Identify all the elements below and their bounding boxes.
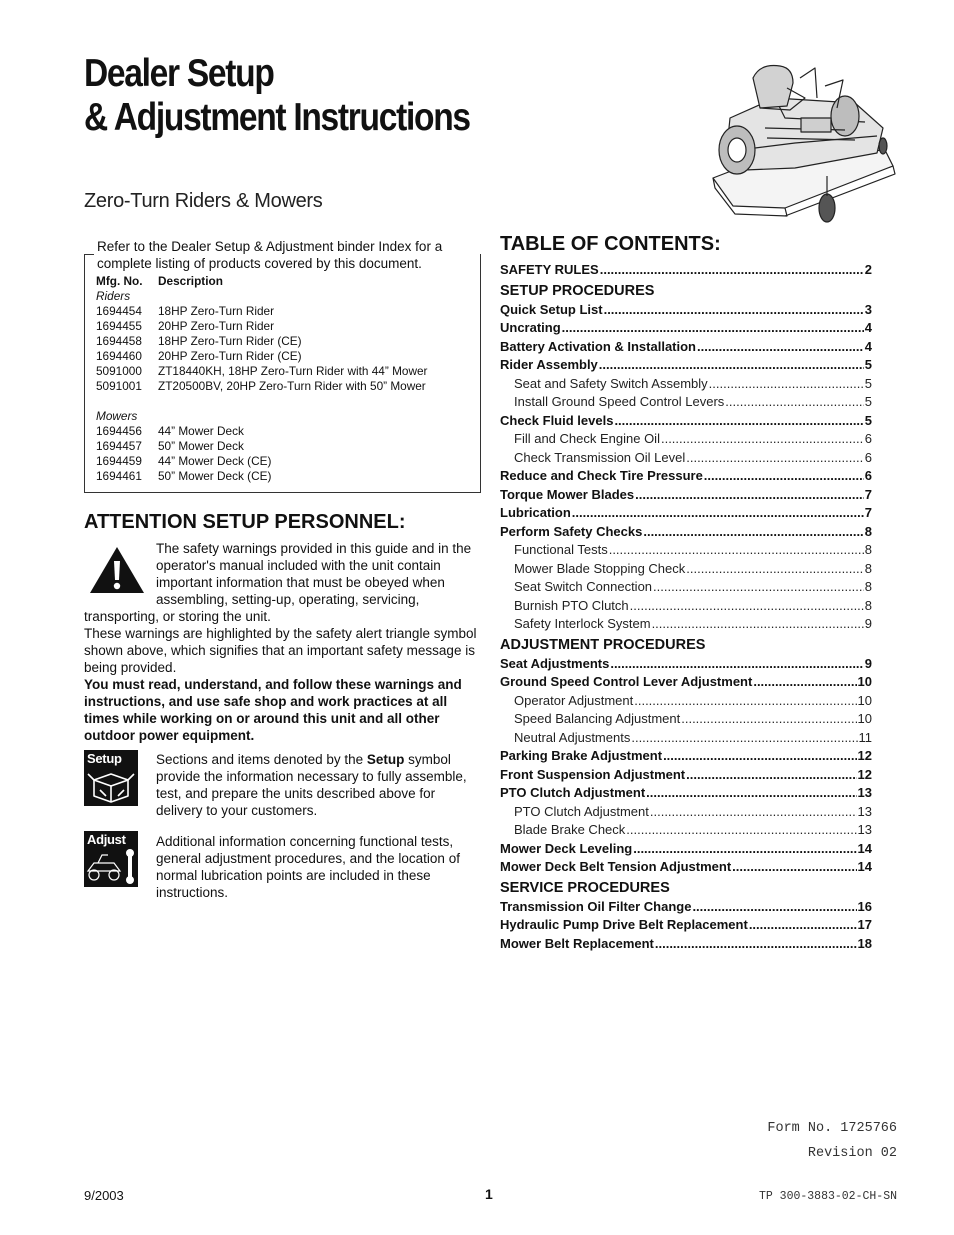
toc-entry-label: Seat Switch Connection <box>514 579 653 594</box>
table-row <box>96 349 427 364</box>
product-description: 18HP Zero-Turn Rider <box>158 304 275 318</box>
adjust-symbol-label: Adjust <box>87 832 126 847</box>
setup-box-icon <box>84 766 138 804</box>
toc-subentry[interactable] <box>500 822 872 841</box>
toc-subentry[interactable] <box>500 579 872 598</box>
table-row <box>96 454 427 469</box>
toc-leader-dots <box>633 841 856 856</box>
toc-leader-dots <box>634 693 856 708</box>
toc-page-number: 10 <box>857 711 872 726</box>
toc-leader-dots <box>610 656 863 671</box>
toc-entry[interactable] <box>500 413 872 432</box>
toc-page-number: 14 <box>857 840 872 856</box>
toc-entry-label: Uncrating <box>500 320 561 335</box>
document-date: 9/2003 <box>84 1188 124 1203</box>
toc-page-number: 16 <box>857 898 872 914</box>
adjust-symbol <box>84 831 138 887</box>
toc-leader-dots <box>749 917 857 932</box>
mfg-number: 1694461 <box>96 469 142 483</box>
toc-entry-label: Seat and Safety Switch Assembly <box>514 375 708 391</box>
product-description: 44” Mower Deck <box>158 424 244 438</box>
toc-subentry[interactable] <box>500 804 872 823</box>
toc-leader-dots <box>631 730 857 745</box>
toc-entry-label: Mower Deck Leveling <box>500 840 633 856</box>
toc-entry-label: Operator Adjustment <box>514 692 634 708</box>
toc-subentry[interactable] <box>500 693 872 712</box>
toc-entry-label: Perform Safety Checks <box>500 523 643 539</box>
toc-subentry[interactable] <box>500 598 872 617</box>
mowers-label: Mowers <box>96 409 138 423</box>
toc-leader-dots <box>646 785 856 800</box>
toc-leader-dots <box>661 431 864 446</box>
toc-entry-label: Quick Setup List <box>500 301 603 317</box>
toc-page-number: 3 <box>864 301 872 317</box>
mfg-number: 1694459 <box>96 454 142 468</box>
toc-page-number: 5 <box>864 394 872 409</box>
toc-entry[interactable] <box>500 320 872 339</box>
toc-entry[interactable] <box>500 674 872 693</box>
toc-entry-label: Transmission Oil Filter Change <box>500 898 692 914</box>
toc-page-number: 9 <box>864 655 872 671</box>
toc-section-heading: SETUP PROCEDURES <box>500 283 655 299</box>
product-description: 20HP Zero-Turn Rider <box>158 319 275 333</box>
attention-heading: ATTENTION SETUP PERSONNEL: <box>84 511 406 533</box>
toc-entry-label: Install Ground Speed Control Levers <box>514 394 725 409</box>
toc-page-number: 9 <box>864 616 872 631</box>
zero-turn-mower-illustration <box>705 58 900 228</box>
toc-entry[interactable] <box>500 487 872 506</box>
toc-leader-dots <box>626 822 856 837</box>
toc-page-number: 13 <box>857 822 872 837</box>
tp-number: TP 300-3883-02-CH-SN <box>758 1190 897 1203</box>
page-number: 1 <box>485 1186 493 1202</box>
product-description: 18HP Zero-Turn Rider (CE) <box>158 334 302 348</box>
toc-page-number: 6 <box>864 468 872 483</box>
toc-page-number: 8 <box>864 560 872 576</box>
toc-entry-label: Seat Adjustments <box>500 655 610 671</box>
setup-symbol-label: Setup <box>87 751 122 766</box>
toc-page-number: 18 <box>857 935 872 951</box>
toc-leader-dots <box>650 804 857 819</box>
toc-entry[interactable] <box>500 899 872 918</box>
toc-page-number: 8 <box>864 542 872 557</box>
toc-leader-dots <box>653 579 864 594</box>
toc-entry[interactable] <box>500 524 872 543</box>
toc-entry[interactable] <box>500 339 872 358</box>
wrench-icon <box>126 849 134 884</box>
toc-leader-dots <box>599 357 864 372</box>
col-desc-header: Description <box>158 274 223 288</box>
mfg-number: 5091000 <box>96 364 142 378</box>
toc-entry-label: Blade Brake Check <box>514 822 626 837</box>
attention-paragraph-1: The safety warnings provided in this guide and in the operator's manual included with the unit contain important information that must be obeyed when assembling, setting-up, operating, servicing, transporting, or storing the unit. <box>84 541 472 624</box>
toc-subentry[interactable] <box>500 730 872 749</box>
mfg-number: 1694456 <box>96 424 142 438</box>
toc-page-number: 8 <box>864 597 872 613</box>
toc-entry-label: Mower Blade Stopping Check <box>514 560 686 576</box>
toc-entry[interactable] <box>500 785 872 804</box>
toc-entry[interactable] <box>500 302 872 321</box>
toc-page-number: 7 <box>864 505 872 520</box>
toc-leader-dots <box>681 711 856 726</box>
toc-entry[interactable] <box>500 262 872 281</box>
toc-entry-label: Mower Belt Replacement <box>500 935 654 951</box>
toc-entry-label: Safety Interlock System <box>514 616 651 631</box>
table-row <box>96 319 427 334</box>
toc-leader-dots <box>732 859 856 874</box>
toc-leader-dots <box>686 561 864 576</box>
toc-page-number: 17 <box>857 917 872 932</box>
toc-page-number: 5 <box>864 375 872 391</box>
toc-entry[interactable] <box>500 656 872 675</box>
toc-leader-dots <box>614 413 863 428</box>
toc-page-number: 8 <box>864 523 872 539</box>
toc-entry[interactable] <box>500 357 872 376</box>
mfg-number: 1694460 <box>96 349 142 363</box>
toc-page-number: 14 <box>857 859 872 874</box>
toc-page-number: 12 <box>857 748 872 763</box>
toc-page-number: 13 <box>857 803 872 819</box>
toc-section-heading: SERVICE PROCEDURES <box>500 880 670 896</box>
document-title <box>84 52 470 140</box>
mfg-number: 1694457 <box>96 439 142 453</box>
toc-entry-label: SAFETY RULES <box>500 262 599 277</box>
toc-entry[interactable] <box>500 748 872 767</box>
mfg-number: 5091001 <box>96 379 142 393</box>
mfg-number: 1694454 <box>96 304 142 318</box>
setup-text-bold: Setup <box>366 752 405 767</box>
toc-entry[interactable] <box>500 917 872 936</box>
toc-leader-dots <box>697 339 864 354</box>
toc-entry-label: Mower Deck Belt Tension Adjustment <box>500 859 732 874</box>
adjust-description: Additional information concerning functional tests, general adjustment procedures, and the location of normal lubrication points are included in these instructions. <box>156 834 460 900</box>
revision: Revision 02 <box>807 1146 897 1161</box>
setup-symbol <box>84 750 138 806</box>
toc-subentry[interactable] <box>500 542 872 561</box>
form-info <box>767 1116 897 1166</box>
table-of-contents <box>500 262 872 954</box>
product-description: 50” Mower Deck (CE) <box>158 469 272 483</box>
toc-entry-label: Burnish PTO Clutch <box>514 597 629 613</box>
toc-entry-label: Neutral Adjustments <box>514 729 631 745</box>
toc-leader-dots <box>709 376 864 391</box>
toc-entry[interactable] <box>500 468 872 487</box>
product-description: 20HP Zero-Turn Rider (CE) <box>158 349 302 363</box>
table-row <box>96 469 427 484</box>
table-row <box>96 379 427 394</box>
adjust-mower-icon <box>84 847 138 885</box>
toc-entry-label: Front Suspension Adjustment <box>500 766 686 782</box>
toc-entry-label: Torque Mower Blades <box>500 486 635 502</box>
toc-leader-dots <box>643 524 863 539</box>
toc-subentry[interactable] <box>500 616 872 635</box>
toc-entry-label: Check Fluid levels <box>500 412 614 428</box>
table-row <box>96 304 427 319</box>
toc-heading: TABLE OF CONTENTS: <box>500 233 721 255</box>
toc-entry-label: Hydraulic Pump Drive Belt Replacement <box>500 917 748 932</box>
toc-leader-dots <box>652 616 864 631</box>
toc-leader-dots <box>753 674 856 689</box>
toc-leader-dots <box>692 899 856 914</box>
toc-leader-dots <box>609 542 864 557</box>
toc-page-number: 5 <box>864 412 872 428</box>
riders-label: Riders <box>96 289 131 303</box>
mfg-number: 1694458 <box>96 334 142 348</box>
toc-entry-label: Battery Activation & Installation <box>500 338 696 354</box>
toc-page-number: 7 <box>864 486 872 502</box>
attention-paragraph-3: You must read, understand, and follow these warnings and instructions, and use safe shop and work practices at all times while working on or around this unit and all other outdoor power equipment. <box>84 677 462 743</box>
toc-entry[interactable] <box>500 936 872 955</box>
product-reference-box <box>84 238 480 492</box>
toc-leader-dots <box>572 505 864 520</box>
toc-entry-label: Functional Tests <box>514 542 608 557</box>
table-header <box>96 274 427 289</box>
toc-entry-label: PTO Clutch Adjustment <box>514 803 649 819</box>
toc-leader-dots <box>604 302 864 317</box>
product-description: ZT18440KH, 18HP Zero-Turn Rider with 44” Mower <box>158 364 428 378</box>
toc-page-number: 4 <box>864 338 872 354</box>
document-subtitle: Zero-Turn Riders & Mowers <box>84 190 323 212</box>
table-row <box>96 439 427 454</box>
reference-intro: Refer to the Dealer Setup & Adjustment binder Index for a complete listing of products covered by this document. <box>94 238 480 272</box>
toc-entry-label: Lubrication <box>500 505 571 520</box>
toc-page-number: 8 <box>864 579 872 594</box>
table-row <box>96 364 427 379</box>
toc-subentry[interactable] <box>500 431 872 450</box>
product-description: 44” Mower Deck (CE) <box>158 454 272 468</box>
toc-entry[interactable] <box>500 841 872 860</box>
warning-triangle-icon <box>88 545 146 595</box>
toc-section-heading: ADJUSTMENT PROCEDURES <box>500 637 706 653</box>
toc-subentry[interactable] <box>500 561 872 580</box>
toc-page-number: 11 <box>858 729 872 745</box>
toc-leader-dots <box>686 767 856 782</box>
toc-subentry[interactable] <box>500 450 872 469</box>
product-description: ZT20500BV, 20HP Zero-Turn Rider with 50” Mower <box>158 379 426 393</box>
toc-leader-dots <box>663 748 856 763</box>
toc-page-number: 10 <box>857 692 872 708</box>
form-number: Form No. 1725766 <box>767 1121 897 1136</box>
toc-page-number: 12 <box>857 766 872 782</box>
toc-leader-dots <box>562 320 864 335</box>
toc-page-number: 2 <box>864 262 872 277</box>
toc-entry-label: Fill and Check Engine Oil <box>514 431 660 446</box>
toc-leader-dots <box>630 598 864 613</box>
mfg-number: 1694455 <box>96 319 142 333</box>
title-line-2: & Adjustment Instructions <box>84 96 470 139</box>
toc-leader-dots <box>725 394 863 409</box>
toc-entry-label: Rider Assembly <box>500 357 598 372</box>
toc-entry-label: PTO Clutch Adjustment <box>500 785 646 800</box>
toc-entry-label: Check Transmission Oil Level <box>514 449 686 465</box>
toc-entry[interactable] <box>500 505 872 524</box>
table-row <box>96 424 427 439</box>
product-table <box>96 274 427 484</box>
toc-page-number: 6 <box>864 431 872 446</box>
toc-subentry[interactable] <box>500 394 872 413</box>
table-row <box>96 334 427 349</box>
toc-entry[interactable] <box>500 859 872 878</box>
toc-entry-label: Reduce and Check Tire Pressure <box>500 468 703 483</box>
toc-leader-dots <box>635 487 864 502</box>
title-line-1: Dealer Setup <box>84 52 274 95</box>
toc-leader-dots <box>704 468 864 483</box>
toc-leader-dots <box>600 262 864 277</box>
toc-entry-label: Parking Brake Adjustment <box>500 748 663 763</box>
toc-entry[interactable] <box>500 767 872 786</box>
toc-page-number: 6 <box>864 449 872 465</box>
setup-text-post: symbol provide the information necessary to fully assemble, test, and prepare the units described above for delivery to your customers. <box>156 752 467 818</box>
toc-page-number: 5 <box>864 357 872 372</box>
product-description: 50” Mower Deck <box>158 439 244 453</box>
setup-text-pre: Sections and items denoted by the <box>156 752 367 767</box>
toc-page-number: 4 <box>864 320 872 335</box>
toc-leader-dots <box>655 936 857 951</box>
toc-page-number: 10 <box>857 674 872 689</box>
toc-subentry[interactable] <box>500 376 872 395</box>
toc-leader-dots <box>686 450 864 465</box>
toc-entry-label: Ground Speed Control Lever Adjustment <box>500 674 753 689</box>
toc-page-number: 13 <box>857 785 872 800</box>
toc-entry-label: Speed Balancing Adjustment <box>514 711 681 726</box>
setup-description <box>156 751 482 819</box>
attention-paragraph-2: These warnings are highlighted by the safety alert triangle symbol shown above, which signifies that an important safety message is being provided. <box>84 626 477 675</box>
col-mfg-header: Mfg. No. <box>96 274 143 288</box>
toc-subentry[interactable] <box>500 711 872 730</box>
